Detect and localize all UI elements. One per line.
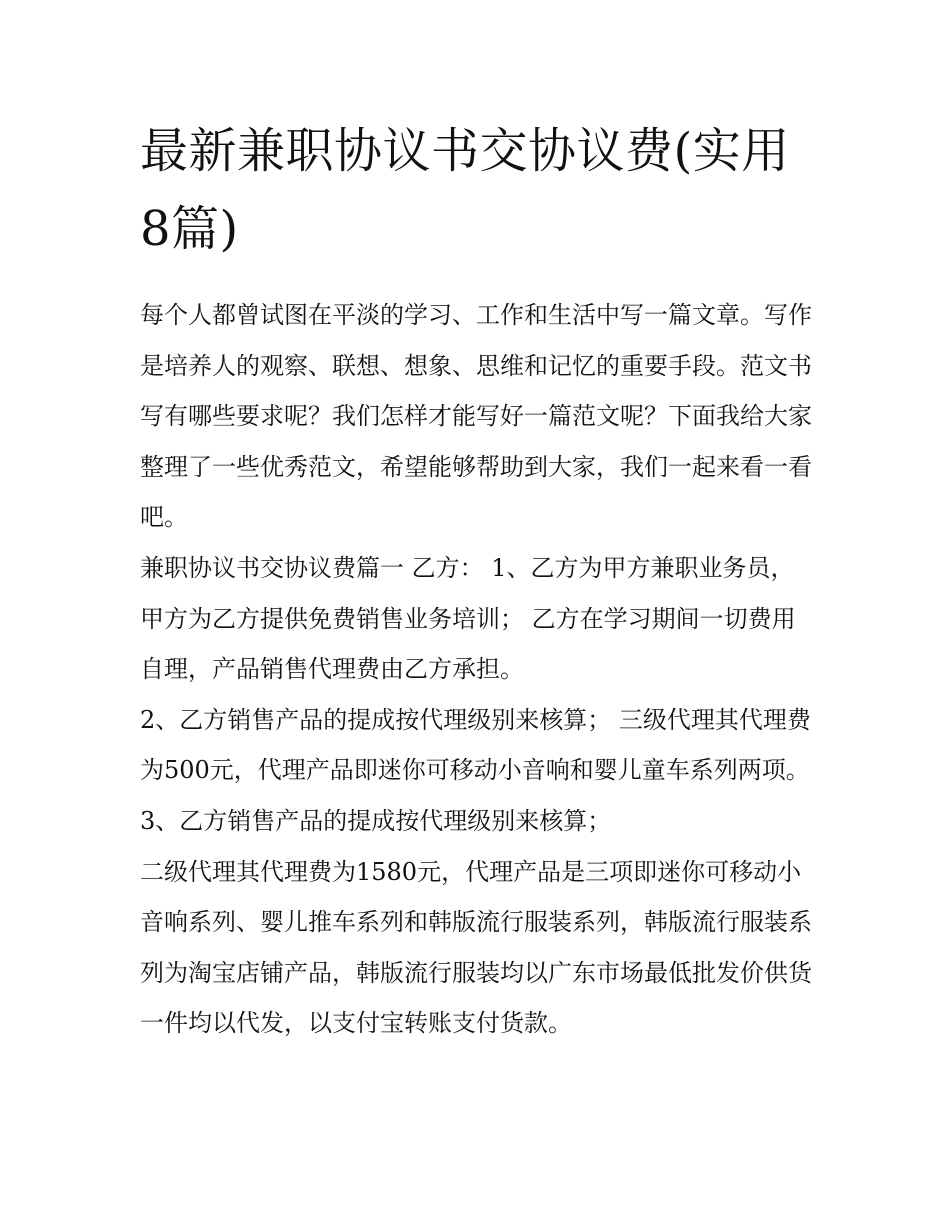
paragraph-second-level-agent: 二级代理其代理费为1580元，代理产品是三项即迷你可移动小音响系列、婴儿推车系列和韩版流行服装系列，韩版流行服装系列为淘宝店铺产品，韩版流行服装均以广东市场最低批发价供货一件均以代发，以支付宝转账支付货款。 [140, 857, 812, 1038]
document-title: 最新兼职协议书交协议费(实用8篇) [140, 123, 790, 257]
paragraph-article-one: 兼职协议书交协议费篇一 乙方： 1、乙方为甲方兼职业务员，甲方为乙方提供免费销售业务培训； 乙方在学习期间一切费用自理，产品销售代理费由乙方承担。 [140, 553, 796, 684]
paragraph-clause-three: 3、乙方销售产品的提成按代理级别来核算； [140, 806, 612, 835]
document-content [140, 112, 812, 1049]
paragraph-clause-two: 2、乙方销售产品的提成按代理级别来核算； 三级代理其代理费为500元，代理产品即迷你可移动小音响和婴儿童车系列两项。 [140, 705, 811, 785]
paragraph-intro: 每个人都曾试图在平淡的学习、工作和生活中写一篇文章。写作是培养人的观察、联想、想象、思维和记忆的重要手段。范文书写有哪些要求呢？我们怎样才能写好一篇范文呢？下面我给大家整理了一些优秀范文，希望能够帮助到大家，我们一起来看一看吧。 [140, 301, 812, 532]
